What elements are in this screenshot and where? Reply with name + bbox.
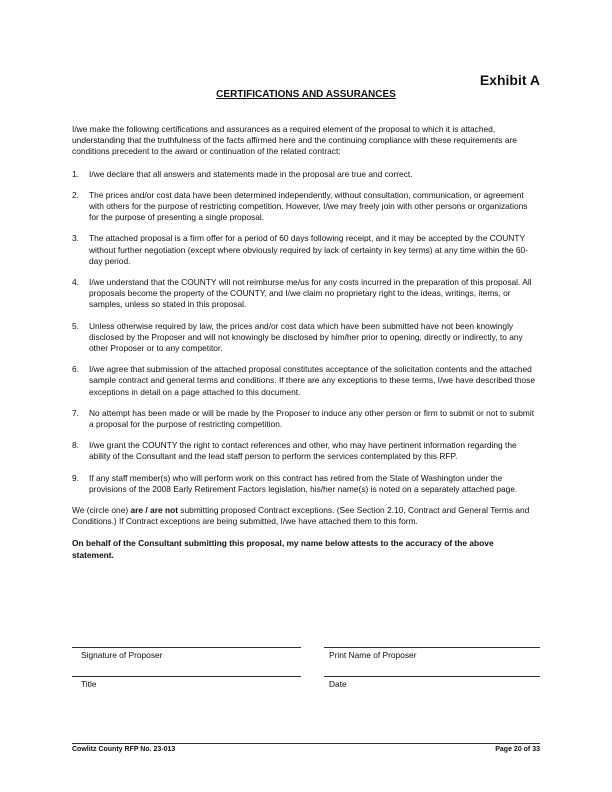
exceptions-suffix: submitting proposed Contract exceptions. (See Section 2.10, Contract and General Terms and Conditions.) If Contract exceptions are being submitted, I/we have attached them to this form. — [72, 505, 530, 527]
title-line — [72, 676, 301, 677]
attestation-paragraph: On behalf of the Consultant submitting this proposal, my name below attests to the accuracy of the above statement. — [72, 538, 494, 560]
list-item — [72, 277, 537, 311]
list-item-number: 1. — [72, 168, 79, 179]
list-item-number: 6. — [72, 364, 79, 375]
list-item — [72, 169, 537, 180]
list-item-text: I/we understand that the COUNTY will not reimburse me/us for any costs incurred in the preparation of this proposal. All proposals become the property of the COUNTY, and I/we claim no proprietary right to the ideas, writings, items, or samples, unless so stated in this proposal. — [89, 277, 532, 310]
intro-paragraph: I/we make the following certifications and assurances as a required element of the proposal to which it is attached, understanding that the truthfulness of the facts affirmed here and the continuing compliance with these requirements are conditions precedent to the award or continuation of the related contract: — [72, 124, 517, 157]
date-line — [324, 676, 540, 677]
list-item — [72, 364, 537, 398]
certification-list — [72, 169, 537, 495]
list-item-number: 2. — [72, 189, 79, 200]
footer-page-number: Page 20 of 33 — [495, 746, 540, 753]
list-item-number: 3. — [72, 233, 79, 244]
list-item-text: No attempt has been made or will be made by the Proposer to induce any other person or firm to submit or not to submit a proposal for the purpose of restricting competition. — [89, 407, 535, 430]
list-item-number: 9. — [72, 472, 79, 483]
list-item-text: Unless otherwise required by law, the prices and/or cost data which have been submitted have not been knowingly disclosed by the Proposer and will not knowingly be disclosed by him/her prior to opening, directly or indirectly, to any other Proposer or to any competitor. — [89, 320, 523, 354]
exceptions-paragraph — [72, 505, 537, 527]
list-item-number: 4. — [72, 277, 79, 288]
exhibit-label: Exhibit A — [479, 72, 540, 88]
exceptions-choice: are / are not — [130, 505, 178, 516]
list-item-text: I/we grant the COUNTY the right to contact references and other, who may have pertinent information regarding the ability of the Consultant and the lead staff person to perform the services contemplated by this RFP. — [89, 440, 517, 462]
document-body — [72, 124, 537, 561]
title-label: Title — [81, 679, 97, 689]
list-item-number: 8. — [72, 440, 79, 451]
exceptions-prefix: We (circle one) — [72, 505, 131, 516]
list-item — [72, 408, 537, 430]
footer-divider — [72, 743, 540, 744]
list-item — [72, 321, 537, 355]
list-item — [72, 473, 537, 495]
list-item-text: I/we agree that submission of the attached proposal constitutes acceptance of the solicitation contents and the attached sample contract and general terms and conditions. If there are any exceptions to these terms, I/we have described those exceptions in detail on a page attached to this document. — [89, 364, 535, 397]
list-item-text: The prices and/or cost data have been determined independently, without consultation, communication, or agreement with others for the purpose of restricting competition. However, I/we may freely join with other persons or organizations for the purpose of presenting a single proposal. — [89, 189, 528, 223]
page-title: CERTIFICATIONS AND ASSURANCES — [216, 89, 396, 100]
list-item-number: 5. — [72, 320, 79, 331]
list-item — [72, 440, 537, 462]
print-name-line — [324, 647, 540, 648]
list-item-text: The attached proposal is a firm offer for a period of 60 days following receipt, and it may be accepted by the COUNTY without further negotiation (except where obviously required by lack of certainty in key terms) at any time within the 60-day period. — [89, 233, 528, 266]
print-name-label: Print Name of Proposer — [329, 650, 417, 660]
signature-line — [72, 647, 301, 648]
list-item — [72, 190, 537, 224]
list-item — [72, 233, 537, 267]
list-item-number: 7. — [72, 407, 79, 418]
footer-rfp-number: Cowlitz County RFP No. 23-013 — [72, 746, 176, 753]
list-item-text: If any staff member(s) who will perform work on this contract has retired from the State of Washington under the provisions of the 2008 Early Retirement Factors legislation, his/her name(s) is noted on a separately attached page. — [89, 472, 518, 494]
list-item-text: I/we declare that all answers and statements made in the proposal are true and correct. — [89, 168, 413, 179]
date-label: Date — [329, 679, 347, 689]
signature-label: Signature of Proposer — [81, 650, 163, 660]
